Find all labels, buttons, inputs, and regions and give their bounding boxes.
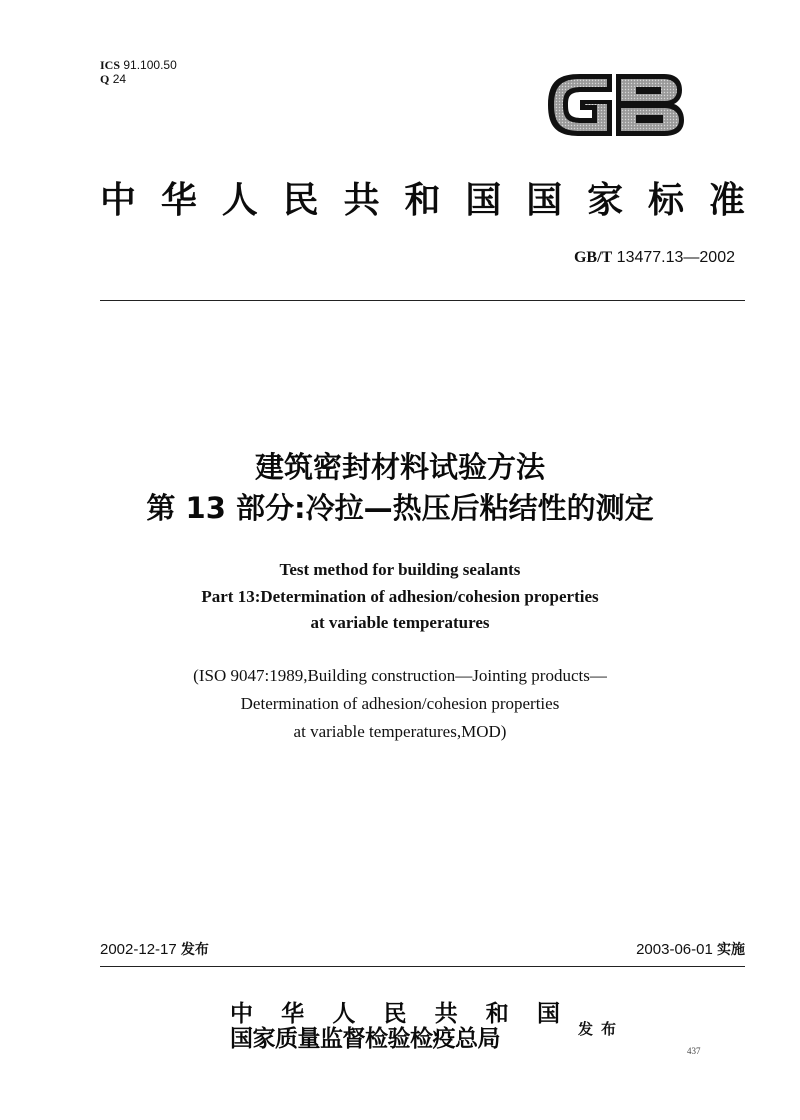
issue-action: 发布: [578, 1020, 625, 1038]
issuing-authority: [230, 1002, 560, 1052]
title-char: 和: [404, 179, 441, 221]
issue-date: [100, 940, 209, 960]
issue-date-label: 发布: [180, 942, 209, 958]
issuer-char: 和: [485, 1001, 509, 1027]
standard-number: [574, 248, 735, 268]
ccs-code-line: [100, 72, 177, 86]
footer-divider: [100, 966, 745, 967]
ccs-label: Q: [100, 72, 110, 86]
issuer-char: 共: [434, 1001, 458, 1027]
standard-prefix: GB/T: [573, 249, 613, 266]
issuer-char: 民: [383, 1001, 407, 1027]
issue-date-value: 2002-12-17: [100, 941, 177, 958]
ics-code: 91.100.50: [123, 58, 177, 72]
issuer-line-2: 国家质量监督检验检疫总局: [230, 1026, 500, 1052]
issuer-char: 人: [332, 1001, 356, 1027]
title-char: 准: [708, 179, 745, 221]
implement-date: [636, 940, 745, 960]
ics-code-line: [100, 58, 177, 72]
title-char: 国: [526, 179, 563, 221]
title-char: 中: [100, 179, 137, 221]
en-title-line-3: at variable temperatures: [310, 613, 490, 632]
national-standard-title: [100, 178, 745, 222]
issuer-line-1: [230, 1002, 560, 1026]
title-char: 民: [282, 179, 319, 221]
ics-label: ICS: [100, 58, 121, 72]
standard-code: 13477.13—2002: [616, 249, 735, 266]
title-char: 共: [343, 179, 380, 221]
iso-reference-line-2: Determination of adhesion/cohesion properties: [240, 694, 560, 713]
implement-date-value: 2003-06-01: [636, 941, 713, 958]
iso-reference-line-3: at variable temperatures,MOD): [293, 722, 507, 741]
iso-reference-line-1: (ISO 9047:1989,Building construction—Jointing products—: [193, 666, 607, 685]
cn-title-line-1: 建筑密封材料试验方法: [254, 450, 545, 484]
title-char: 华: [160, 179, 197, 221]
issuer-char: 中: [230, 1001, 253, 1027]
title-char: 人: [221, 179, 258, 221]
date-line: [100, 940, 745, 960]
issuer-char: 华: [281, 1001, 305, 1027]
header-divider: [100, 300, 745, 301]
cn-title-line-2: 第 13 部分:冷拉—热压后粘结性的测定: [146, 491, 654, 525]
title-char: 家: [587, 179, 624, 221]
issuer-char: 国: [536, 1001, 560, 1027]
implement-date-label: 实施: [717, 942, 745, 958]
title-char: 国: [465, 179, 502, 221]
gb-logo-icon: [540, 70, 688, 140]
classification-codes: [100, 58, 177, 86]
ccs-code: 24: [112, 72, 127, 86]
en-title-line-1: Test method for building sealants: [279, 560, 521, 579]
page-number: 437: [687, 1046, 701, 1056]
en-title-line-2: Part 13:Determination of adhesion/cohesion properties: [201, 587, 599, 606]
title-char: 标: [648, 179, 685, 221]
